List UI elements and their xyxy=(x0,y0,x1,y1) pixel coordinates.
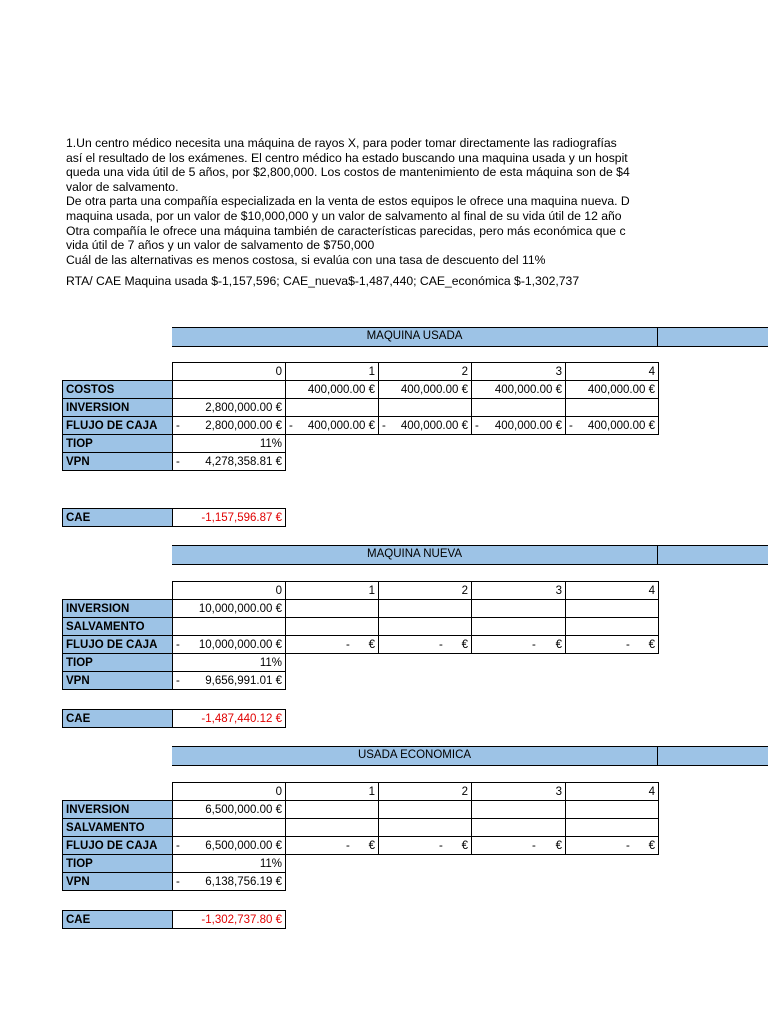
table-row xyxy=(63,399,659,417)
cell[interactable]: 11% xyxy=(173,654,286,672)
row-label: INVERSION xyxy=(63,600,173,618)
cell[interactable]: - € xyxy=(566,636,659,654)
table-row xyxy=(63,582,659,600)
problem-line: De otra parta una compañía especializada en la venta de estos equipos le ofrece una maquina nueva. D xyxy=(66,194,630,209)
cell[interactable]: 11% xyxy=(173,435,286,453)
table-row xyxy=(63,417,659,435)
cell[interactable]: - € xyxy=(379,636,472,654)
row-label: VPN xyxy=(63,672,173,690)
table-economica xyxy=(62,782,659,891)
col-header: 1 xyxy=(286,783,379,801)
cell[interactable]: - 10,000,000.00 € xyxy=(173,636,286,654)
problem-line: 1.Un centro médico necesita una máquina de rayos X, para poder tomar directamente las radiografías xyxy=(66,136,617,150)
cell[interactable]: - € xyxy=(286,636,379,654)
col-header: 0 xyxy=(173,783,286,801)
problem-line: vida útil de 7 años y un valor de salvamento de $750,000 xyxy=(66,238,375,253)
section-title: MAQUINA NUEVA xyxy=(367,548,462,560)
col-header: 3 xyxy=(472,783,566,801)
problem-line: así el resultado de los exámenes. El centro médico ha estado buscando una maquina usada y un hospit xyxy=(66,150,628,165)
cell[interactable]: 400,000.00 € xyxy=(566,381,659,399)
cell[interactable]: - € xyxy=(379,837,472,855)
row-label: INVERSION xyxy=(63,399,173,417)
cell[interactable]: - 6,138,756.19 € xyxy=(173,873,286,891)
table-row xyxy=(63,381,659,399)
row-label: FLUJO DE CAJA xyxy=(63,417,173,435)
cell[interactable] xyxy=(173,381,286,399)
cell[interactable]: - 4,278,358.81 € xyxy=(173,453,286,471)
section-title: MAQUINA USADA xyxy=(366,330,463,342)
table-row xyxy=(63,801,659,819)
row-label: CAE xyxy=(63,509,173,527)
row-label: CAE xyxy=(63,911,173,929)
cell[interactable]: - € xyxy=(472,837,566,855)
cae-economica xyxy=(62,910,286,929)
table-row xyxy=(63,873,659,891)
col-header: 1 xyxy=(286,363,379,381)
table-row xyxy=(63,654,659,672)
cell[interactable]: - 400,000.00 € xyxy=(379,417,472,435)
cell[interactable]: - 400,000.00 € xyxy=(472,417,566,435)
row-label: FLUJO DE CAJA xyxy=(63,837,173,855)
table-row xyxy=(63,435,659,453)
col-header: 3 xyxy=(472,363,566,381)
cell[interactable]: - € xyxy=(472,636,566,654)
answer-text: RTA/ CAE Maquina usada $-1,157,596; CAE_nueva$-1,487,440; CAE_económica $-1,302,737 xyxy=(66,274,580,288)
cell[interactable]: 400,000.00 € xyxy=(472,381,566,399)
cell[interactable]: 10,000,000.00 € xyxy=(173,600,286,618)
row-label: FLUJO DE CAJA xyxy=(63,636,173,654)
cell[interactable]: - 400,000.00 € xyxy=(566,417,659,435)
col-header: 4 xyxy=(566,783,659,801)
table-row xyxy=(63,837,659,855)
problem-line: valor de salvamento. xyxy=(66,179,179,194)
cell[interactable]: 400,000.00 € xyxy=(286,381,379,399)
row-label: TIOP xyxy=(63,435,173,453)
cell[interactable]: 6,500,000.00 € xyxy=(173,801,286,819)
row-label: CAE xyxy=(63,710,173,728)
table-row xyxy=(63,636,659,654)
table-row xyxy=(63,783,659,801)
cae-value[interactable]: -1,302,737.80 € xyxy=(173,911,286,929)
table-row xyxy=(63,710,286,728)
section-header-nueva xyxy=(172,545,768,565)
section-title: USADA ECONOMICA xyxy=(357,749,472,761)
table-row xyxy=(63,911,286,929)
table-row xyxy=(63,672,659,690)
row-label: SALVAMENTO xyxy=(63,618,173,636)
problem-line: queda una vida útil de 5 años, por $2,800,000. Los costos de mantenimiento de esta máquina son de $4 xyxy=(66,165,630,180)
cae-value[interactable]: -1,487,440.12 € xyxy=(173,710,286,728)
cell[interactable]: 400,000.00 € xyxy=(379,381,472,399)
table-row xyxy=(63,600,659,618)
row-label: TIOP xyxy=(63,855,173,873)
cae-value[interactable]: -1,157,596.87 € xyxy=(173,509,286,527)
col-header: 2 xyxy=(379,363,472,381)
table-nueva xyxy=(62,581,659,690)
col-header: 3 xyxy=(472,582,566,600)
cae-nueva xyxy=(62,709,286,728)
problem-line: maquina usada, por un valor de $10,000,000 y un valor de salvamento al final de su vida útil de 12 año xyxy=(66,208,622,223)
cae-usada xyxy=(62,508,286,527)
col-header: 0 xyxy=(173,582,286,600)
row-label: SALVAMENTO xyxy=(63,819,173,837)
table-row xyxy=(63,363,659,381)
row-label: INVERSION xyxy=(63,801,173,819)
cell[interactable]: 2,800,000.00 € xyxy=(173,399,286,417)
problem-line: Cuál de las alternativas es menos costosa, si evalúa con una tasa de descuento del 11% xyxy=(66,252,546,267)
cell[interactable]: - 9,656,991.01 € xyxy=(173,672,286,690)
cell[interactable]: 11% xyxy=(173,855,286,873)
row-label: COSTOS xyxy=(63,381,173,399)
section-header-economica xyxy=(172,746,768,766)
cell[interactable]: - 6,500,000.00 € xyxy=(173,837,286,855)
table-row xyxy=(63,618,659,636)
col-header: 0 xyxy=(173,363,286,381)
col-header: 2 xyxy=(379,582,472,600)
problem-statement xyxy=(66,136,768,267)
table-row xyxy=(63,453,659,471)
cell[interactable]: - € xyxy=(286,837,379,855)
row-label: TIOP xyxy=(63,654,173,672)
cell[interactable]: - € xyxy=(566,837,659,855)
row-label: VPN xyxy=(63,453,173,471)
table-row xyxy=(63,855,659,873)
col-header: 4 xyxy=(566,582,659,600)
col-header: 4 xyxy=(566,363,659,381)
table-usada xyxy=(62,362,659,471)
cell[interactable]: - 400,000.00 € xyxy=(286,417,379,435)
table-row xyxy=(63,819,659,837)
col-header: 1 xyxy=(286,582,379,600)
row-label: VPN xyxy=(63,873,173,891)
col-header: 2 xyxy=(379,783,472,801)
problem-line: Otra compañía le ofrece una máquina también de características parecidas, pero más económica que c xyxy=(66,223,626,238)
section-header-usada xyxy=(172,327,768,347)
cell[interactable]: - 2,800,000.00 € xyxy=(173,417,286,435)
table-row xyxy=(63,509,286,527)
